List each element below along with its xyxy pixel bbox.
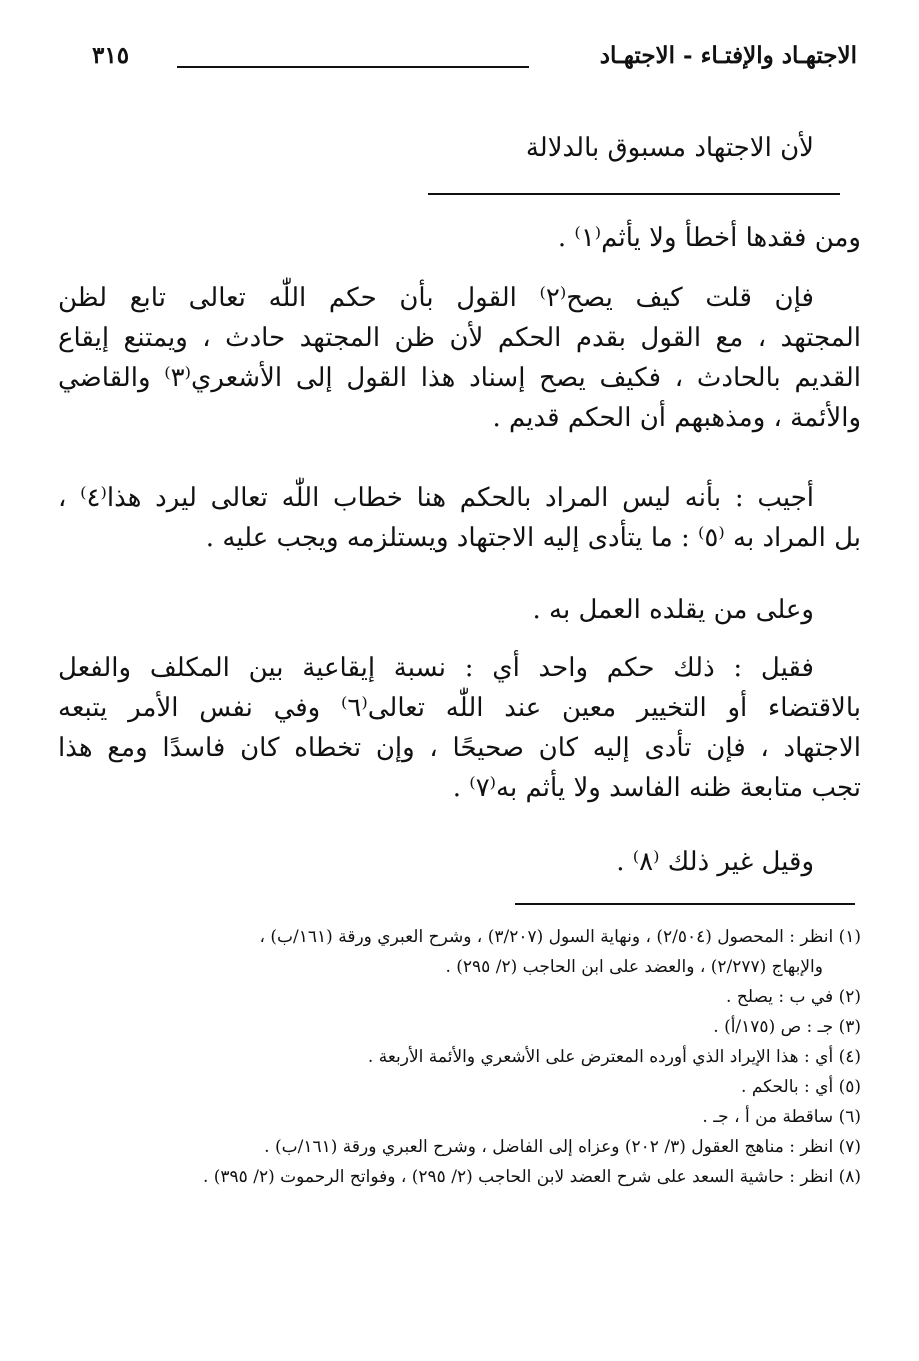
body-line: الاجتهاد ، فإن تأدى إليه كان صحيحًا ، وإن تخطاه كان فاسدًا ومع هذا — [58, 733, 861, 763]
body-line: بالاقتضاء أو التخيير معين عند اللّٰه تعالى⁽٦⁾ وفي نفس الأمر يتبعه — [58, 693, 861, 723]
body-line: والأئمة ، ومذهبهم أن الحكم قديم . — [492, 403, 861, 433]
footnote-1-continuation: والإبهاج (٢/٢٧٧) ، والعضد على ابن الحاجب (٢/ ٢٩٥) . — [445, 957, 823, 977]
body-line: لأن الاجتهاد مسبوق بالدلالة — [525, 133, 814, 163]
footnotes — [58, 922, 861, 1192]
body-line: فقيل : ذلك حكم واحد أي : نسبة إيقاعية بين المكلف والفعل — [58, 653, 814, 683]
body-line: فإن قلت كيف يصح⁽٢⁾ القول بأن حكم اللّٰه تعالى تابع لظن — [58, 283, 814, 313]
body-line: وعلى من يقلده العمل به . — [532, 595, 814, 625]
paragraph-objection — [58, 278, 861, 438]
footnote-divider — [515, 903, 855, 905]
page-number: ٣١٥ — [92, 42, 130, 69]
body-line: وقيل غير ذلك ⁽٨⁾ . — [616, 847, 814, 877]
header-title: الاجتهـاد والإفتـاء - الاجتهـاد — [599, 42, 857, 69]
footnote-7: (٧) انظر : مناهج العقول (٣/ ٢٠٢) وعزاه إلى الفاضل ، وشرح العبري ورقة (١٦١/ب) . — [264, 1137, 861, 1157]
paragraph-single-ruling — [58, 648, 861, 808]
body-line: بل المراد به ⁽٥⁾ : ما يتأدى إليه الاجتهاد ويستلزمه ويجب عليه . — [205, 523, 861, 553]
body-line: القديم بالحادث ، فكيف يصح إسناد هذا القول إلى الأشعري⁽٣⁾ والقاضي — [58, 363, 861, 393]
section-divider — [428, 193, 840, 195]
footnote-1: (١) انظر : المحصول (٢/٥٠٤) ، ونهاية السول (٣/٢٠٧) ، وشرح العبري ورقة (١٦١/ب) ، — [259, 927, 861, 947]
body-line: ومن فقدها أخطأ ولا يأثم⁽١⁾ . — [557, 223, 861, 253]
footnote-2: (٢) في ب : يصلح . — [726, 987, 861, 1007]
header-rule — [177, 66, 529, 68]
paragraph-follower — [532, 590, 814, 630]
footnote-4: (٤) أي : هذا الإيراد الذي أورده المعترض على الأشعري والأئمة الأربعة . — [367, 1047, 861, 1067]
footnote-8: (٨) انظر : حاشية السعد على شرح العضد لابن الحاجب (٢/ ٢٩٥) ، وفواتح الرحموت (٢/ ٣٩٥) . — [202, 1167, 861, 1187]
footnote-6: (٦) ساقطة من أ ، جـ . — [702, 1107, 861, 1127]
body-line: أجيب : بأنه ليس المراد بالحكم هنا خطاب اللّٰه تعالى ليرد هذا⁽٤⁾ ، — [58, 483, 814, 513]
body-line: المجتهد ، مع القول بقدم الحكم لأن ظن المجتهد حادث ، ويمتنع إيقاع — [58, 323, 861, 353]
text-line-2 — [558, 218, 861, 258]
footnote-3: (٣) جـ : ص (١٧٥/أ) . — [713, 1017, 861, 1037]
running-header — [92, 42, 857, 82]
footnote-5: (٥) أي : بالحكم . — [741, 1077, 861, 1097]
paragraph-answer — [58, 478, 861, 558]
body-line: تجب متابعة ظنه الفاسد ولا يأثم به⁽٧⁾ . — [452, 773, 861, 803]
text-line-1 — [526, 128, 814, 168]
paragraph-other-views — [616, 842, 814, 882]
